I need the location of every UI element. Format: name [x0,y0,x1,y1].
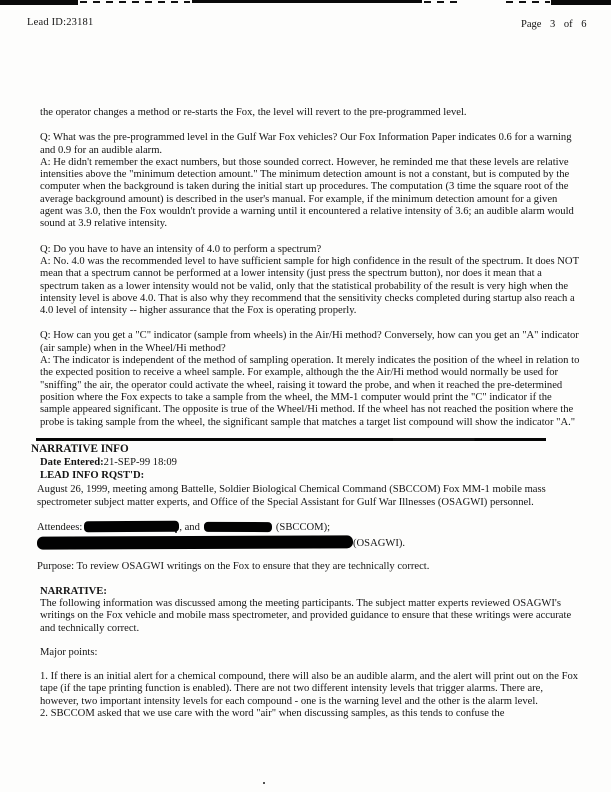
qa-question-3: Q: How can you get a "C" indicator (sample from wheels) in the Air/Hi method? Conversely, how can you get an "A" indicator (air sample) when in the Wheel/Hi method? [40,330,579,354]
major-points-label: Major points: [40,646,98,658]
section-divider-rule [36,438,546,441]
qa-answer-2: A: No. 4.0 was the recommended level to have sufficient sample for high confidence in the result of the spectrum. It does NOT mean that a spectrum cannot be performed at a lower intensity (just press the spectrum button), nor does it mean that a spectrum taken as a lower intensity would not be valid, only that the statistical probability of the result is very high when the intensity level is above 4.0. That is also why they recommend that the sensitivity checks completed during startup also reach a 4.0 level of intensity -- higher assurance that the Fox is operating properly. [40,255,579,317]
scan-artifact-segment [551,0,611,5]
redaction-bar [204,522,272,532]
lead-id: Lead ID:23181 [27,17,94,28]
scan-artifact-segment [192,0,422,3]
scan-artifact-segment [0,0,78,5]
attendees-org2: (OSAGWI). [353,538,406,550]
document-body [31,107,580,720]
narrative-info-heading: NARRATIVE INFO [31,442,129,455]
major-point-2: 2. SBCCOM asked that we use care with the word "air" when discussing samples, as this tends to confuse the [40,708,505,720]
scan-artifact-dot [263,782,265,784]
lead-info-heading: LEAD INFO RQST'D: [40,469,145,481]
qa-answer-1: A: He didn't remember the exact numbers, but those sounded correct. However, he reminded me that these levels are relative intensities above the "minimum detection amount." The minimum detection amount is not a constant, but is computed by the computer when the background is taken during the initial start up procedures. The computation (3 time the square root of the average background amount) is described in the user's manual. For example, if the minimum detection amount for a given agent was 3.0, then the Fox wouldn't provide a warning until it encountered a relative intensity of 3.6; an audible alarm would sound at 3.9 relative intensity. [40,156,574,230]
qa-answer-3: A: The indicator is independent of the method of sampling operation. It merely indicates the position of the wheel in relation to the expected position to receive a wheel sample. For example, although the the Air/Hi method would normally be used for "sniffing" the air, the operator could activate the wheel, raising it toward the probe, and when it reached the pre-determined position where the Fox expects to take a sample from the wheel, the MM-1 computer would print the "C" indicator if the sample appeared significant. The opposite is true of the Wheel/Hi method. If the wheel has not reached the position where the probe is taking sample from the wheel, the significant sample that matches a target list compound will show the indicator "A." [40,355,580,428]
scan-artifact-segment [80,1,190,3]
attendees-org1: (SBCCOM); [275,521,331,533]
major-point-1: 1. If there is an initial alert for a chemical compound, there will also be an audible alarm, and the alert will print out on the Fox tape (if the tape printing function is enabled). There are not two different intensity levels that trigger alarms. There are, however, two important intensity levels for each compound - one is the warning level and the other is the alarm level. [40,671,579,707]
date-entered-value: 21-SEP-99 18:09 [103,456,177,468]
narrative-heading: NARRATIVE: [40,585,107,597]
date-entered-line [40,457,580,469]
intro-paragraph: the operator changes a method or re-starts the Fox, the level will revert to the pre-programmed level. [40,107,467,118]
scan-artifact-segment [424,1,460,3]
attendees-label: Attendees: [37,521,83,533]
qa-question-1: Q: What was the pre-programmed level in the Gulf War Fox vehicles? Our Fox Information Paper indicates 0.6 for a warning and 0.9 for an audible alarm. [40,132,572,156]
narrative-paragraph: The following information was discussed among the meeting participants. The subject matter experts reviewed OSAGWI's writings on the Fox vehicle and mobile mass spectrometer, and provided guidance to ensure that these writings were accurate and technically correct. [40,598,572,634]
redaction-bar [84,521,179,532]
redaction-bar [37,535,353,549]
date-entered-label: Date Entered: [40,456,104,468]
qa-question-2: Q: Do you have to have an intensity of 4.0 to perform a spectrum? [40,243,322,255]
scan-artifact-segment [506,1,550,3]
request-paragraph: August 26, 1999, meeting among Battelle, Soldier Biological Chemical Command (SBCCOM) Fox MM-1 mobile mass spectrometer subject matter experts, and Office of the Special Assistant for Gulf War Illnesses (OSAGWI) personnel. [37,484,546,508]
attendees-line [37,521,580,534]
purpose-paragraph: Purpose: To review OSAGWI writings on the Fox to ensure that they are technically correct. [37,561,430,573]
attendees-connector: , and [179,521,200,533]
attendees-line-2 [37,536,580,550]
page-number: Page 3 of 6 [521,19,587,30]
